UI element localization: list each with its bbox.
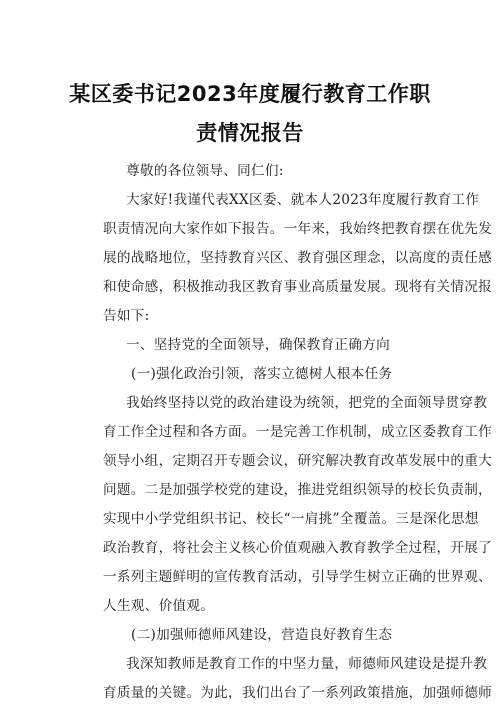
paragraph-line: 实现中小学党组织书记、校长“一肩挑”全覆盖。三是深化思想 [103,511,479,527]
greeting: 尊敬的各位领导、同仁们: [126,163,284,179]
paragraph-line: 政治教育，将社会主义核心价值观融入教育教学全过程，开展了 [103,540,493,556]
paragraph-line: 人生观、价值观。 [103,598,215,614]
paragraph-line: 领导小组，定期召开专题会议，研究解决教育改革发展中的重大 [103,453,493,469]
intro-line: 告如下: [103,308,150,324]
intro-line: 职责情况向大家作如下报告。一年来，我始终把教育摆在优先发 [103,221,493,237]
document-title-line-2: 责情况报告 [196,121,304,145]
paragraph-line: 我深知教师是教育工作的中坚力量，师德师风建设是提升教 [126,656,488,672]
paragraph-line: 育质量的关键。为此，我们出台了一系列政策措施，加强师德师 [103,685,493,701]
intro-line: 展的战略地位，坚持教育兴区、教育强区理念，以高度的责任感 [103,250,493,266]
subsection-heading: (一)强化政治引领，落实立德树人根本任务 [131,366,393,382]
paragraph-line: 育工作全过程和各方面。一是完善工作机制，成立区委教育工作 [103,424,493,440]
intro-line: 大家好!我谨代表XX区委、就本人2023年度履行教育工作 [126,192,480,208]
document-title-line-1: 某区委书记2023年度履行教育工作职 [69,82,431,106]
subsection-heading: (二)加强师德师风建设，营造良好教育生态 [131,627,393,643]
paragraph-line: 我始终坚持以党的政治建设为统领，把党的全面领导贯穿教 [126,395,488,411]
intro-line: 和使命感，积极推动我区教育事业高质量发展。现将有关情况报 [103,279,493,295]
section-heading: 一、坚持党的全面领导，确保教育正确方向 [126,337,390,353]
paragraph-line: 问题。二是加强学校党的建设，推进党组织领导的校长负责制， [103,482,493,498]
paragraph-line: 一系列主题鲜明的宣传教育活动，引导学生树立正确的世界观、 [103,569,493,585]
